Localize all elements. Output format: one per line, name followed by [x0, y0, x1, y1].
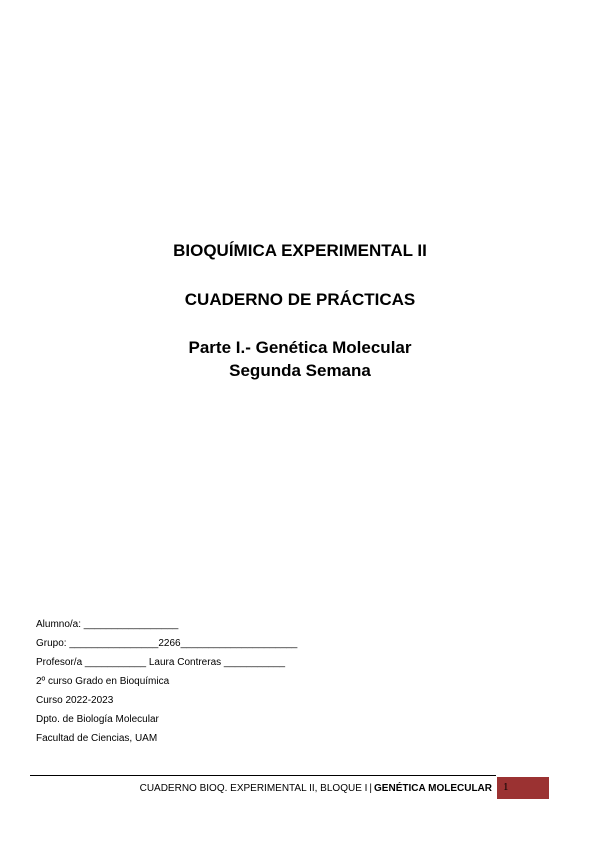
footer-separator: |: [369, 783, 373, 794]
footer-section: GENÉTICA MOLECULAR: [374, 783, 492, 794]
document-subtitle: CUADERNO DE PRÁCTICAS: [184, 290, 416, 309]
week-title: Segunda Semana: [229, 361, 371, 380]
degree-course: 2º curso Grado en Bioquímica: [36, 676, 170, 687]
footer-document-name: CUADERNO BIOQ. EXPERIMENTAL II, BLOQUE I: [139, 783, 368, 794]
faculty: Facultad de Ciencias, UAM: [36, 733, 158, 744]
student-field: Alumno/a: _________________: [36, 619, 179, 630]
footer-divider: [30, 775, 496, 776]
part-title: Parte I.- Genética Molecular: [188, 338, 412, 357]
page-footer: [140, 782, 492, 795]
page-number: 1: [503, 781, 509, 793]
page-number-box: [497, 777, 549, 799]
document-title: BIOQUÍMICA EXPERIMENTAL II: [173, 241, 427, 260]
department: Dpto. de Biología Molecular: [36, 714, 159, 725]
professor-field: Profesor/a ___________ Laura Contreras ___________: [36, 657, 286, 668]
group-field: Grupo: ________________2266_____________________: [36, 638, 298, 649]
academic-year: Curso 2022-2023: [36, 695, 114, 706]
